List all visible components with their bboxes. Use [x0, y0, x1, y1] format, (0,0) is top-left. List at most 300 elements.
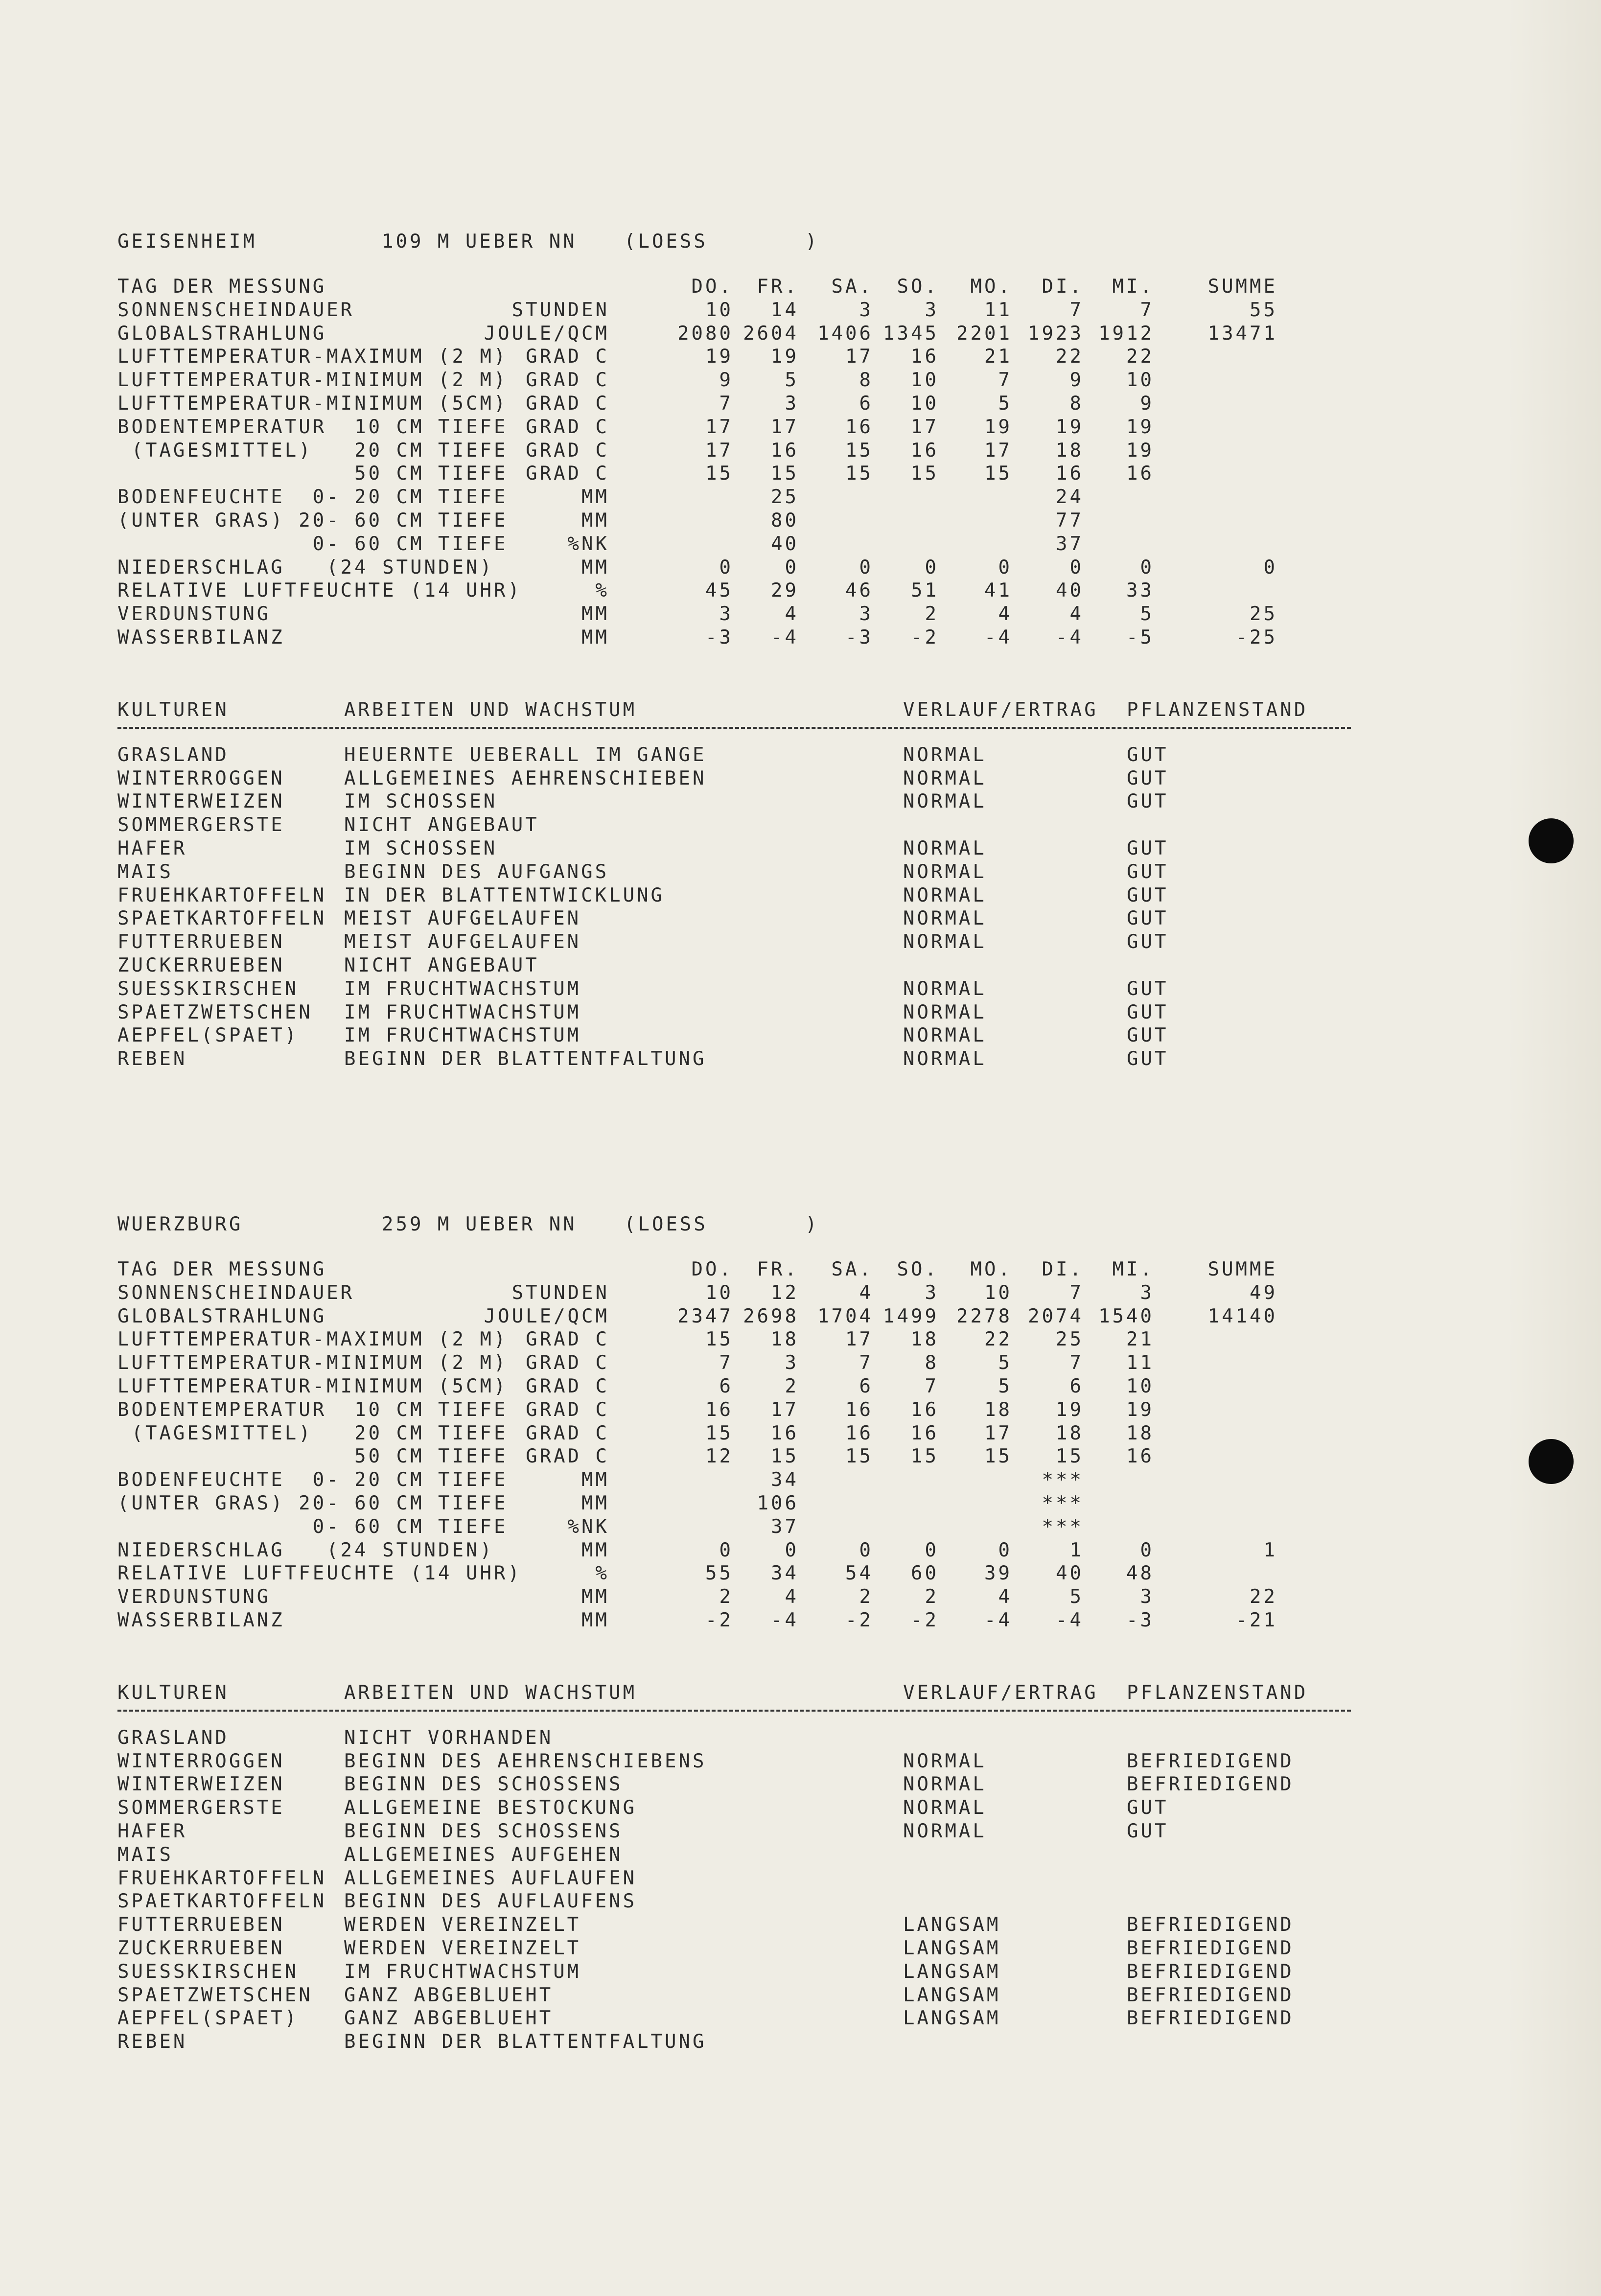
measure-value: 17 [845, 1328, 873, 1351]
measure-value: 2 [925, 603, 939, 626]
culture-name: AEPFEL(SPAET) [117, 2007, 299, 2030]
measure-unit: MM [581, 556, 609, 579]
day-header: FR. [757, 1258, 799, 1280]
culture-verlauf: LANGSAM [903, 1960, 1001, 1983]
culture-verlauf: NORMAL [903, 790, 987, 813]
measure-value: 6 [859, 1375, 873, 1397]
measure-value: 19 [705, 346, 733, 368]
culture-name: SPAETZWETSCHEN [117, 1001, 313, 1023]
culture-verlauf: NORMAL [903, 1750, 987, 1772]
measure-value: 3 [785, 1352, 799, 1374]
culture-work: HEUERNTE UEBERALL IM GANGE [344, 743, 707, 766]
measure-value: 6 [859, 393, 873, 415]
measure-label: TAG DER MESSUNG [117, 1258, 327, 1280]
station-name: GEISENHEIM [117, 231, 257, 253]
measure-label: LUFTTEMPERATUR-MINIMUM (5CM) [117, 393, 508, 415]
culture-stand: GUT [1127, 1024, 1169, 1047]
measure-value: 15 [845, 1445, 873, 1468]
measure-value: 10 [1126, 369, 1154, 392]
measure-value: 15 [705, 1328, 733, 1351]
measure-value: 2347 [677, 1305, 733, 1327]
culture-name: WINTERWEIZEN [117, 1773, 285, 1796]
sum-header: SUMME [1207, 276, 1277, 298]
measure-value: 15 [911, 463, 939, 485]
measure-value: 0 [1140, 1539, 1154, 1561]
measure-value: 3 [785, 393, 799, 415]
measure-value: -4 [984, 1609, 1012, 1631]
measure-value: 10 [911, 369, 939, 392]
culture-work: BEGINN DER BLATTENTFALTUNG [344, 1048, 707, 1070]
measure-value: 15 [705, 1422, 733, 1444]
dashed-separator [117, 1710, 1351, 1712]
measure-value: 37 [771, 1515, 799, 1538]
measure-value: 29 [771, 580, 799, 602]
measure-value: 10 [984, 1281, 1012, 1304]
culture-work: GANZ ABGEBLUEHT [344, 1984, 554, 2006]
measure-unit: GRAD C [526, 369, 609, 392]
measure-value: 0 [859, 556, 873, 579]
day-header: MI. [1112, 276, 1154, 298]
measure-unit: GRAD C [526, 1445, 609, 1468]
measure-sum: -25 [1235, 626, 1277, 649]
culture-verlauf: LANGSAM [903, 2007, 1001, 2030]
measure-value: 6 [719, 1375, 733, 1397]
culture-verlauf: NORMAL [903, 907, 987, 930]
culture-stand: BEFRIEDIGEND [1127, 1984, 1294, 2006]
measure-value: 40 [1056, 1562, 1084, 1585]
measure-value: 0 [719, 1539, 733, 1561]
measure-value: 7 [1069, 1352, 1084, 1374]
culture-verlauf: NORMAL [903, 743, 987, 766]
measure-value: 16 [1126, 1445, 1154, 1468]
measure-label: LUFTTEMPERATUR-MINIMUM (2 M) [117, 1352, 508, 1374]
measure-value: -3 [1126, 1609, 1154, 1631]
measure-value: 19 [1126, 1398, 1154, 1421]
measure-value: 7 [719, 1352, 733, 1374]
culture-verlauf: NORMAL [903, 837, 987, 859]
measure-value: 0 [1140, 556, 1154, 579]
measure-label: BODENFEUCHTE 0- 20 CM TIEFE [117, 486, 508, 509]
measure-label: BODENFEUCHTE 0- 20 CM TIEFE [117, 1469, 508, 1491]
station-name: WUERZBURG [117, 1213, 243, 1235]
culture-name: MAIS [117, 1843, 173, 1866]
culture-work: MEIST AUFGELAUFEN [344, 931, 581, 953]
culture-work: BEGINN DES SCHOSSENS [344, 1820, 623, 1842]
measure-value: 80 [771, 510, 799, 532]
measure-value: 16 [1056, 463, 1084, 485]
measure-value: 3 [925, 299, 939, 321]
culture-name: MAIS [117, 860, 173, 883]
station-altitude: 259 M UEBER NN [382, 1213, 577, 1235]
measure-value: 1 [1069, 1539, 1084, 1561]
measure-label: 50 CM TIEFE [117, 463, 508, 485]
measure-label: WASSERBILANZ [117, 626, 285, 649]
measure-unit: MM [581, 1492, 609, 1514]
measure-value: 4 [785, 1586, 799, 1608]
measure-value: 3 [1140, 1586, 1154, 1608]
measure-value: 16 [911, 346, 939, 368]
culture-stand: GUT [1127, 977, 1169, 1000]
culture-header-arbeiten: ARBEITEN UND WACHSTUM [344, 698, 637, 721]
measure-value: 16 [911, 439, 939, 462]
culture-work: BEGINN DES AUFLAUFENS [344, 1890, 637, 1913]
measure-value: -4 [984, 626, 1012, 649]
measure-value: 5 [1140, 603, 1154, 626]
measure-value: 0 [998, 1539, 1012, 1561]
measure-value: 0 [719, 556, 733, 579]
culture-verlauf: NORMAL [903, 860, 987, 883]
measure-value: 2201 [956, 322, 1012, 345]
measure-value: 17 [705, 416, 733, 438]
culture-verlauf: NORMAL [903, 1797, 987, 1819]
measure-value: 2604 [743, 322, 799, 345]
measure-value: 19 [1056, 1398, 1084, 1421]
measure-value: 46 [845, 580, 873, 602]
day-header: FR. [757, 276, 799, 298]
measure-value: 15 [984, 463, 1012, 485]
culture-name: SPAETZWETSCHEN [117, 1984, 313, 2006]
measure-value: 18 [911, 1328, 939, 1351]
measure-label: SONNENSCHEINDAUER [117, 299, 355, 321]
measure-unit: GRAD C [526, 463, 609, 485]
measure-value: 5 [785, 369, 799, 392]
measure-value: 17 [984, 1422, 1012, 1444]
day-header: SA. [831, 1258, 873, 1280]
day-header: SO. [897, 276, 939, 298]
culture-stand: BEFRIEDIGEND [1127, 1960, 1294, 1983]
punch-hole-bottom [1529, 1439, 1574, 1484]
measure-label: LUFTTEMPERATUR-MINIMUM (2 M) [117, 369, 508, 392]
measure-label: (UNTER GRAS) 20- 60 CM TIEFE [117, 510, 508, 532]
measure-value: 18 [1056, 1422, 1084, 1444]
culture-name: HAFER [117, 837, 187, 859]
day-header: DO. [691, 1258, 733, 1280]
dashed-separator [117, 727, 1351, 729]
measure-value: 1540 [1098, 1305, 1154, 1327]
measure-sum: 1 [1263, 1539, 1277, 1561]
culture-name: FRUEHKARTOFFELN [117, 884, 327, 906]
measure-value: 16 [911, 1398, 939, 1421]
measure-unit: GRAD C [526, 1398, 609, 1421]
measure-value: 37 [1056, 533, 1084, 555]
measure-value: 21 [1126, 1328, 1154, 1351]
culture-verlauf: LANGSAM [903, 1937, 1001, 1959]
measure-value: 22 [984, 1328, 1012, 1351]
measure-value: 51 [911, 580, 939, 602]
measure-value: 7 [1140, 299, 1154, 321]
measure-value: 15 [771, 463, 799, 485]
measure-value: 2080 [677, 322, 733, 345]
measure-value: 7 [1069, 299, 1084, 321]
measure-value: *** [1042, 1515, 1084, 1538]
measure-value: 9 [719, 369, 733, 392]
measure-label: GLOBALSTRAHLUNG [117, 322, 327, 345]
measure-value: 34 [771, 1562, 799, 1585]
measure-value: *** [1042, 1469, 1084, 1491]
measure-value: 1923 [1028, 322, 1084, 345]
measure-unit: STUNDEN [511, 299, 609, 321]
measure-value: 1704 [817, 1305, 873, 1327]
culture-verlauf: NORMAL [903, 1820, 987, 1842]
station-altitude: 109 M UEBER NN [382, 231, 577, 253]
measure-label: 0- 60 CM TIEFE [117, 533, 508, 555]
measure-value: 55 [705, 1562, 733, 1585]
measure-value: 11 [984, 299, 1012, 321]
culture-work: GANZ ABGEBLUEHT [344, 2007, 554, 2030]
culture-header-verlauf: VERLAUF/ERTRAG [903, 1681, 1098, 1704]
measure-label: WASSERBILANZ [117, 1609, 285, 1631]
measure-value: 4 [785, 603, 799, 626]
measure-value: 18 [771, 1328, 799, 1351]
culture-stand: GUT [1127, 1048, 1169, 1070]
measure-value: 21 [984, 346, 1012, 368]
culture-stand: GUT [1127, 743, 1169, 766]
culture-name: WINTERROGGEN [117, 1750, 285, 1772]
measure-value: 16 [845, 416, 873, 438]
measure-sum: 49 [1250, 1281, 1277, 1304]
culture-work: IM FRUCHTWACHSTUM [344, 1960, 581, 1983]
measure-sum: 0 [1263, 556, 1277, 579]
culture-work: IN DER BLATTENTWICKLUNG [344, 884, 665, 906]
measure-value: 19 [771, 346, 799, 368]
measure-value: 19 [1126, 416, 1154, 438]
measure-value: 3 [1140, 1281, 1154, 1304]
culture-verlauf: LANGSAM [903, 1914, 1001, 1936]
culture-verlauf: NORMAL [903, 977, 987, 1000]
measure-value: 41 [984, 580, 1012, 602]
culture-stand: GUT [1127, 931, 1169, 953]
measure-unit: GRAD C [526, 1422, 609, 1444]
measure-value: 2 [719, 1586, 733, 1608]
measure-unit: MM [581, 1469, 609, 1491]
culture-stand: GUT [1127, 1001, 1169, 1023]
culture-stand: GUT [1127, 860, 1169, 883]
measure-value: 2 [785, 1375, 799, 1397]
day-header: MO. [970, 276, 1012, 298]
measure-unit: % [595, 580, 609, 602]
measure-value: -4 [771, 1609, 799, 1631]
culture-work: ALLGEMEINE BESTOCKUNG [344, 1797, 637, 1819]
culture-work: ALLGEMEINES AEHRENSCHIEBEN [344, 767, 707, 789]
measure-value: 17 [771, 1398, 799, 1421]
page-edge [1508, 0, 1601, 2296]
culture-header-kultur: KULTUREN [117, 698, 229, 721]
culture-work: BEGINN DER BLATTENTFALTUNG [344, 2031, 707, 2053]
culture-work: ALLGEMEINES AUFLAUFEN [344, 1867, 637, 1889]
measure-value: 3 [859, 603, 873, 626]
measure-value: 10 [1126, 1375, 1154, 1397]
measure-value: 19 [984, 416, 1012, 438]
culture-name: WINTERROGGEN [117, 767, 285, 789]
measure-value: 16 [845, 1422, 873, 1444]
measure-value: *** [1042, 1492, 1084, 1514]
measure-value: 4 [859, 1281, 873, 1304]
measure-value: 0 [785, 556, 799, 579]
measure-value: 77 [1056, 510, 1084, 532]
measure-value: 40 [771, 533, 799, 555]
measure-unit: %NK [567, 1515, 609, 1538]
culture-work: BEGINN DES AEHRENSCHIEBENS [344, 1750, 707, 1772]
culture-name: REBEN [117, 2031, 187, 2053]
measure-value: 16 [771, 1422, 799, 1444]
measure-label: (TAGESMITTEL) 20 CM TIEFE [117, 439, 508, 462]
measure-unit: GRAD C [526, 1328, 609, 1351]
measure-value: 4 [998, 1586, 1012, 1608]
culture-work: IM FRUCHTWACHSTUM [344, 977, 581, 1000]
measure-value: 33 [1126, 580, 1154, 602]
culture-stand: GUT [1127, 907, 1169, 930]
measure-label: GLOBALSTRAHLUNG [117, 1305, 327, 1327]
culture-stand: GUT [1127, 1820, 1169, 1842]
measure-value: 19 [1126, 439, 1154, 462]
measure-value: 7 [859, 1352, 873, 1374]
measure-value: 5 [998, 1352, 1012, 1374]
measure-value: 15 [911, 1445, 939, 1468]
measure-value: 18 [1056, 439, 1084, 462]
measure-label: RELATIVE LUFTFEUCHTE (14 UHR) [117, 1562, 522, 1585]
measure-unit: MM [581, 1539, 609, 1561]
measure-unit: MM [581, 603, 609, 626]
measure-value: 0 [925, 1539, 939, 1561]
measure-value: 22 [1126, 346, 1154, 368]
measure-value: 7 [1069, 1281, 1084, 1304]
measure-value: 18 [1126, 1422, 1154, 1444]
measure-label: BODENTEMPERATUR 10 CM TIEFE [117, 416, 508, 438]
measure-value: 0 [925, 556, 939, 579]
measure-value: 0 [859, 1539, 873, 1561]
measure-value: 8 [1069, 393, 1084, 415]
measure-value: 0 [998, 556, 1012, 579]
culture-work: BEGINN DES SCHOSSENS [344, 1773, 623, 1796]
measure-value: 0 [1069, 556, 1084, 579]
measure-value: 106 [757, 1492, 799, 1514]
measure-value: 39 [984, 1562, 1012, 1585]
measure-value: 17 [911, 416, 939, 438]
culture-work: NICHT ANGEBAUT [344, 814, 539, 836]
measure-value: 54 [845, 1562, 873, 1585]
measure-value: 48 [1126, 1562, 1154, 1585]
measure-value: 16 [1126, 463, 1154, 485]
sum-header: SUMME [1207, 1258, 1277, 1280]
culture-stand: BEFRIEDIGEND [1127, 1750, 1294, 1772]
measure-value: 6 [1069, 1375, 1084, 1397]
measure-value: 22 [1056, 346, 1084, 368]
measure-value: 5 [1069, 1586, 1084, 1608]
measure-value: 34 [771, 1469, 799, 1491]
culture-verlauf: LANGSAM [903, 1984, 1001, 2006]
measure-value: -2 [705, 1609, 733, 1631]
culture-header-stand: PFLANZENSTAND [1127, 698, 1308, 721]
measure-unit: MM [581, 1609, 609, 1631]
measure-unit: GRAD C [526, 416, 609, 438]
culture-work: WERDEN VEREINZELT [344, 1937, 581, 1959]
measure-value: -4 [771, 626, 799, 649]
measure-value: 2074 [1028, 1305, 1084, 1327]
culture-name: SUESSKIRSCHEN [117, 1960, 299, 1983]
measure-value: 7 [925, 1375, 939, 1397]
measure-unit: MM [581, 510, 609, 532]
culture-verlauf: NORMAL [903, 884, 987, 906]
culture-stand: GUT [1127, 1797, 1169, 1819]
station-soil: (LOESS ) [624, 1213, 819, 1235]
culture-work: NICHT VORHANDEN [344, 1726, 554, 1749]
culture-stand: GUT [1127, 790, 1169, 813]
culture-header-stand: PFLANZENSTAND [1127, 1681, 1308, 1704]
measure-value: 4 [1069, 603, 1084, 626]
measure-value: 5 [998, 1375, 1012, 1397]
day-header: DI. [1042, 1258, 1084, 1280]
culture-stand: GUT [1127, 767, 1169, 789]
culture-verlauf: NORMAL [903, 1773, 987, 1796]
culture-name: HAFER [117, 1820, 187, 1842]
culture-work: NICHT ANGEBAUT [344, 954, 539, 976]
culture-verlauf: NORMAL [903, 1024, 987, 1047]
culture-name: AEPFEL(SPAET) [117, 1024, 299, 1047]
culture-verlauf: NORMAL [903, 1001, 987, 1023]
measure-label: (TAGESMITTEL) 20 CM TIEFE [117, 1422, 508, 1444]
culture-name: FRUEHKARTOFFELN [117, 1867, 327, 1889]
measure-value: 19 [1056, 416, 1084, 438]
measure-value: 16 [705, 1398, 733, 1421]
culture-name: ZUCKERRUEBEN [117, 1937, 285, 1959]
measure-value: -2 [911, 626, 939, 649]
culture-name: SPAETKARTOFFELN [117, 907, 327, 930]
culture-name: REBEN [117, 1048, 187, 1070]
measure-value: 15 [845, 463, 873, 485]
measure-unit: MM [581, 626, 609, 649]
measure-label: 50 CM TIEFE [117, 1445, 508, 1468]
measure-label: LUFTTEMPERATUR-MAXIMUM (2 M) [117, 346, 508, 368]
measure-label: NIEDERSCHLAG (24 STUNDEN) [117, 556, 494, 579]
measure-sum: 14140 [1207, 1305, 1277, 1327]
measure-value: 15 [1056, 1445, 1084, 1468]
measure-value: 8 [859, 369, 873, 392]
measure-unit: JOULE/QCM [484, 322, 609, 345]
measure-value: 2 [859, 1586, 873, 1608]
measure-value: 3 [925, 1281, 939, 1304]
culture-stand: GUT [1127, 884, 1169, 906]
measure-value: 8 [925, 1352, 939, 1374]
measure-value: 11 [1126, 1352, 1154, 1374]
measure-value: 45 [705, 580, 733, 602]
measure-label: RELATIVE LUFTFEUCHTE (14 UHR) [117, 580, 522, 602]
measure-label: LUFTTEMPERATUR-MINIMUM (5CM) [117, 1375, 508, 1397]
measure-value: 3 [719, 603, 733, 626]
measure-sum: 55 [1250, 299, 1277, 321]
culture-work: WERDEN VEREINZELT [344, 1914, 581, 1936]
culture-header-verlauf: VERLAUF/ERTRAG [903, 698, 1098, 721]
culture-work: MEIST AUFGELAUFEN [344, 907, 581, 930]
culture-verlauf: NORMAL [903, 931, 987, 953]
station-soil: (LOESS ) [624, 231, 819, 253]
measure-value: 3 [859, 299, 873, 321]
measure-unit: %NK [567, 533, 609, 555]
measure-unit: % [595, 1562, 609, 1585]
measure-value: 1912 [1098, 322, 1154, 345]
culture-stand: BEFRIEDIGEND [1127, 1773, 1294, 1796]
punch-hole-top [1529, 818, 1574, 863]
measure-label: LUFTTEMPERATUR-MAXIMUM (2 M) [117, 1328, 508, 1351]
measure-value: 2278 [956, 1305, 1012, 1327]
measure-value: 1406 [817, 322, 873, 345]
measure-value: 0 [785, 1539, 799, 1561]
measure-unit: JOULE/QCM [484, 1305, 609, 1327]
measure-value: -4 [1056, 626, 1084, 649]
measure-unit: STUNDEN [511, 1281, 609, 1304]
culture-name: GRASLAND [117, 1726, 229, 1749]
measure-label: TAG DER MESSUNG [117, 276, 327, 298]
measure-sum: 25 [1250, 603, 1277, 626]
